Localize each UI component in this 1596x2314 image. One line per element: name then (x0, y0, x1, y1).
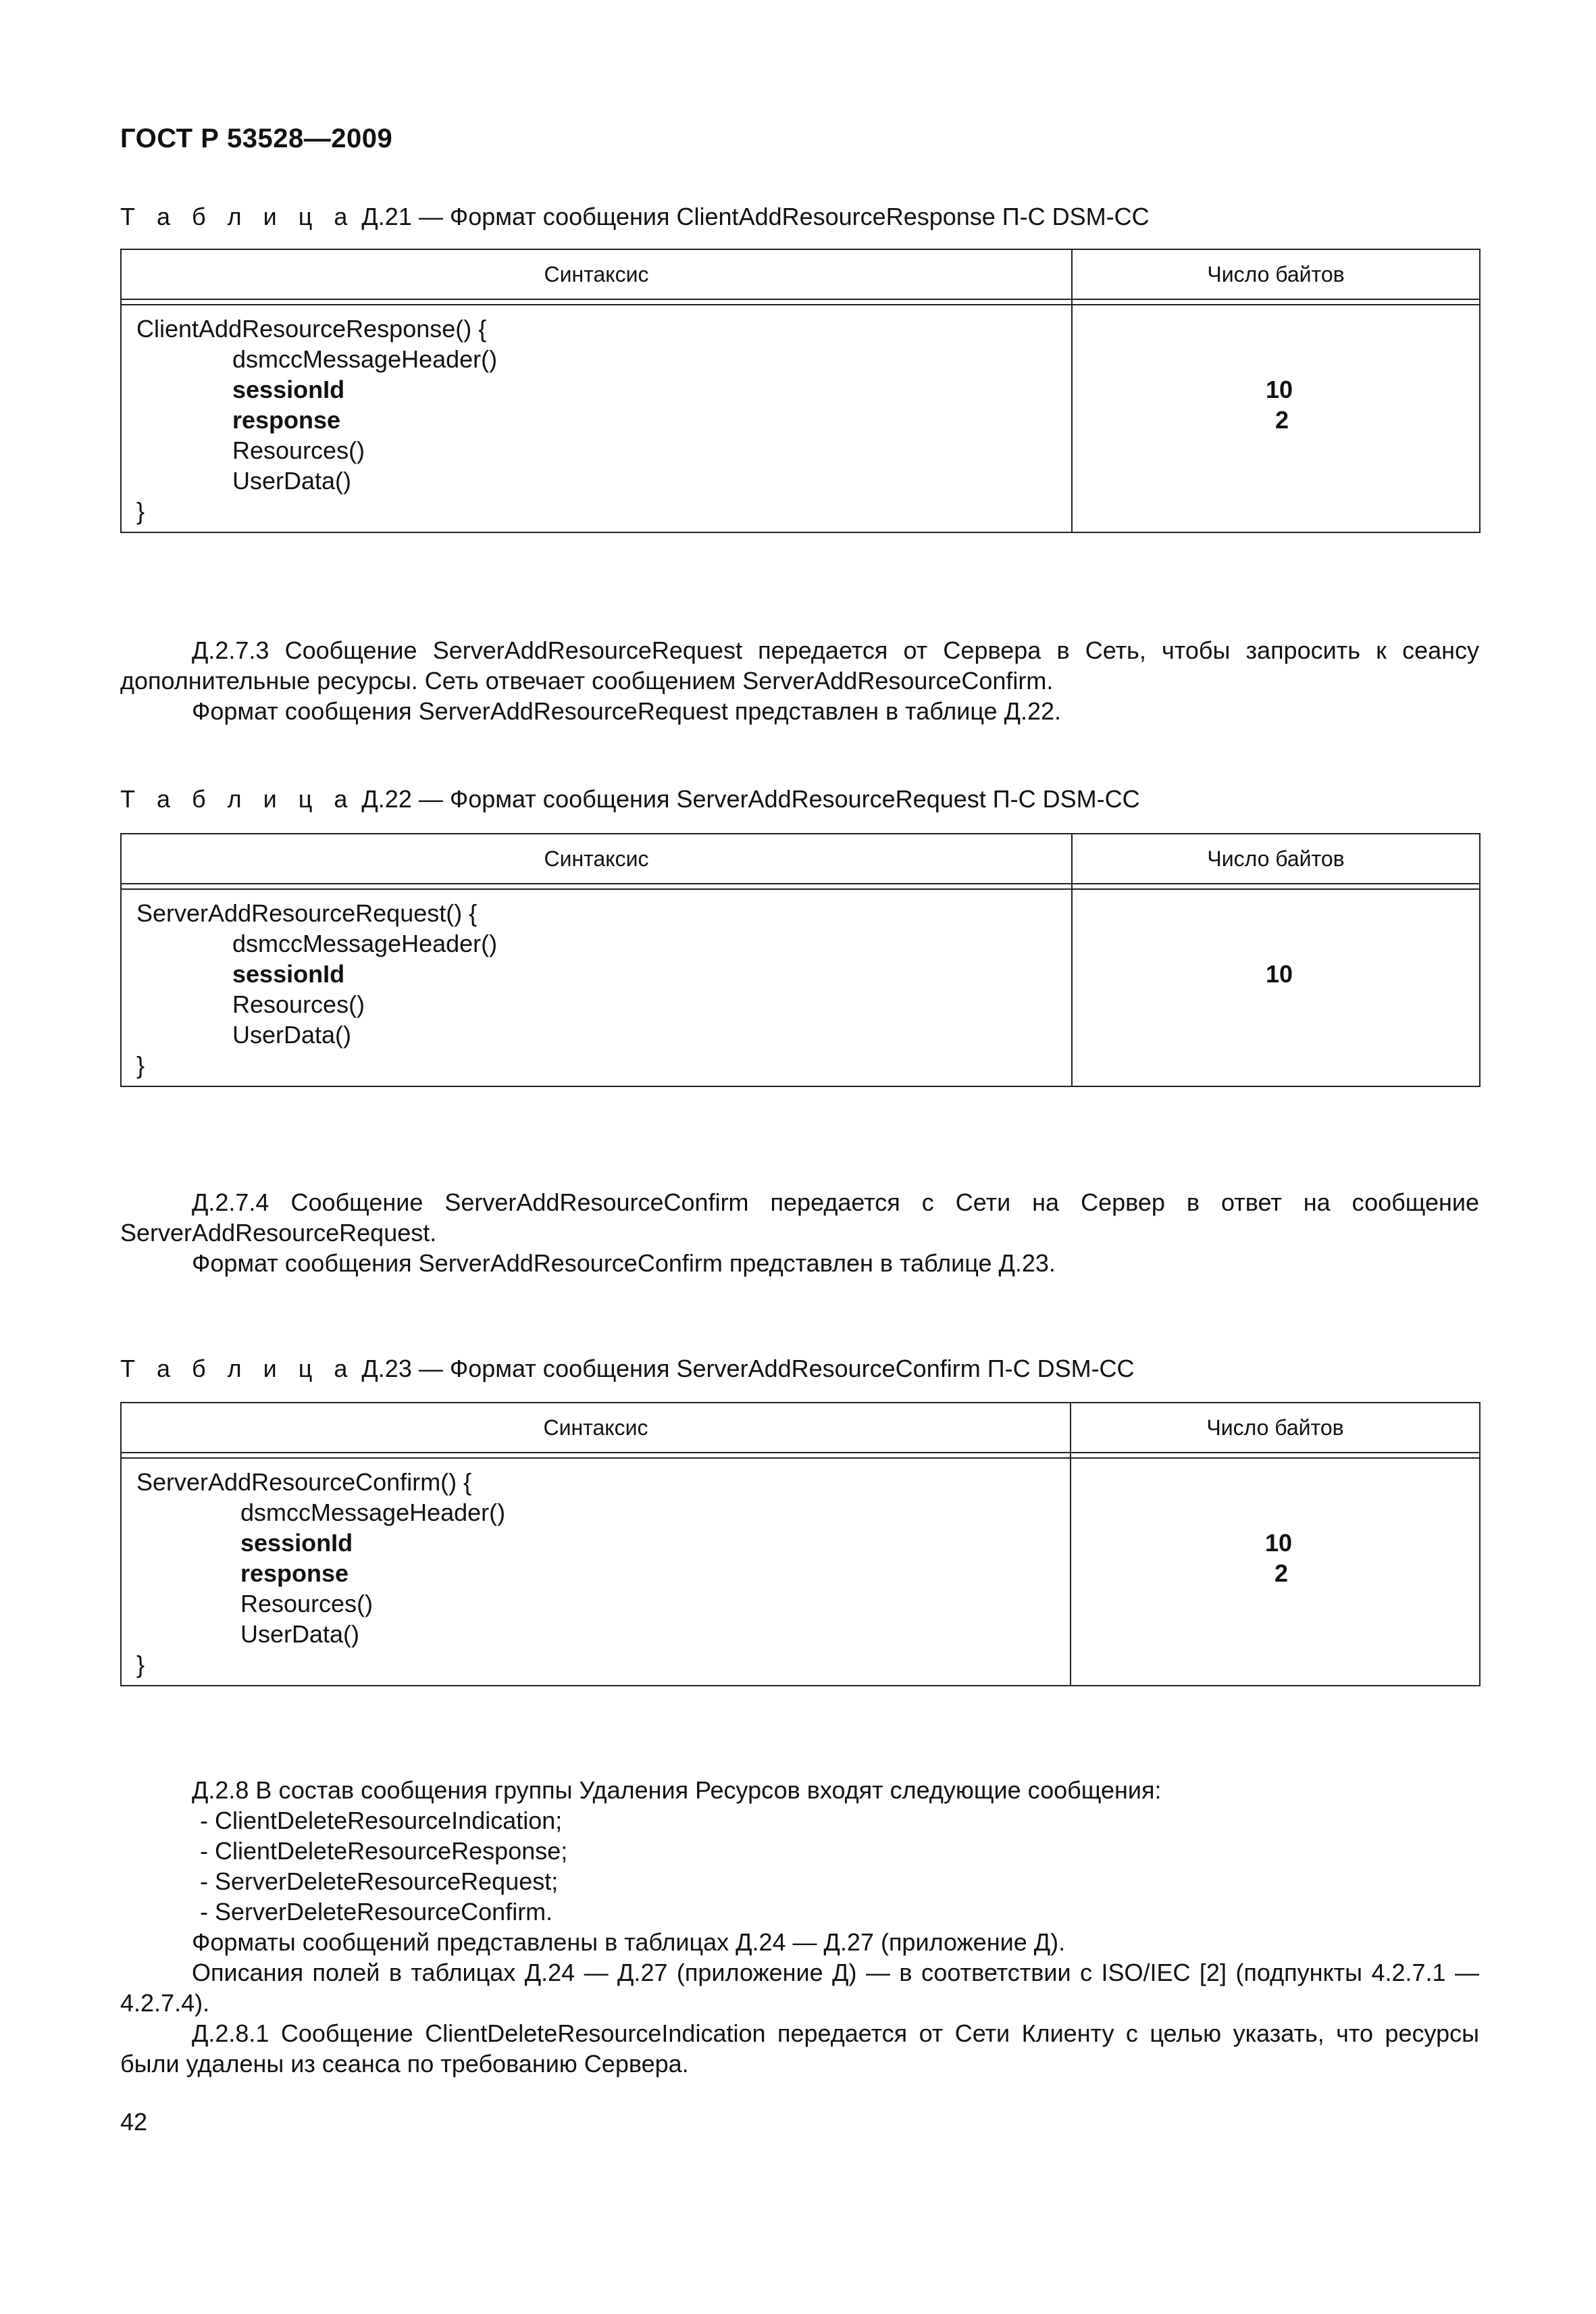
column-header-bytes: Число байтов (1071, 1403, 1480, 1453)
code-line: dsmccMessageHeader() (232, 930, 498, 957)
table-caption-d22 (120, 785, 1140, 813)
page-number: 42 (120, 2108, 148, 2136)
code-line: } (136, 1051, 145, 1079)
paragraph-text: Описания полей в таблицах Д.24 — Д.27 (приложение Д) — в соответствии с ISO/IEC [2] (подпункты 4.2.7.1 — 4.2.7.4). (120, 1959, 1479, 2017)
column-header-bytes: Число байтов (1072, 249, 1480, 299)
table-caption-prefix: Т а б л и ц а (120, 1355, 355, 1382)
code-line: Resources() (232, 436, 365, 464)
column-header-syntax: Синтаксис (121, 249, 1072, 299)
byte-count: 2 (1275, 406, 1289, 434)
paragraph-text: Форматы сообщений представлены в таблицах Д.24 — Д.27 (приложение Д). (192, 1928, 1066, 1956)
column-header-syntax: Синтаксис (121, 1403, 1071, 1453)
paragraph-text: Д.2.7.3 Сообщение ServerAddResourceRequest передается от Сервера в Сеть, чтобы запросить к сеансу дополнительные ресурсы. Сеть отвечает сообщением ServerAddResourceConfirm. (120, 636, 1479, 695)
byte-count: 10 (1265, 376, 1293, 403)
bytes-cell (1072, 305, 1480, 532)
code-field: sessionId (232, 960, 345, 988)
byte-count: 10 (1265, 960, 1293, 988)
paragraph-text: Формат сообщения ServerAddResourceConfirm представлен в таблице Д.23. (192, 1249, 1056, 1277)
code-line: UserData() (232, 467, 352, 495)
table-caption-prefix: Т а б л и ц а (120, 785, 355, 813)
list-item: - ServerDeleteResourceConfirm. (200, 1898, 553, 1926)
code-line: dsmccMessageHeader() (232, 345, 498, 373)
paragraph-text: Д.2.8 В состав сообщения группы Удаления Ресурсов входят следующие сообщения: (192, 1776, 1162, 1804)
code-line: Resources() (232, 990, 365, 1018)
code-line: UserData() (232, 1021, 352, 1049)
code-line: ClientAddResourceResponse() { (136, 315, 487, 343)
code-field: response (232, 406, 341, 434)
table-caption-text: Д.21 — Формат сообщения ClientAddResourceResponse П-С DSM-CC (361, 203, 1150, 230)
code-line: ServerAddResourceConfirm() { (136, 1468, 472, 1496)
code-line: dsmccMessageHeader() (240, 1499, 506, 1526)
paragraph-text: Формат сообщения ServerAddResourceRequest представлен в таблице Д.22. (192, 697, 1061, 725)
paragraph-text: Д.2.7.4 Сообщение ServerAddResourceConfirm передается с Сети на Сервер в ответ на сообщение ServerAddResourceRequest. (120, 1188, 1479, 1247)
code-line: } (136, 1651, 145, 1678)
table-d23 (120, 1402, 1481, 1686)
bytes-cell (1071, 1458, 1480, 1686)
syntax-cell (121, 889, 1072, 1086)
column-header-bytes: Число байтов (1072, 834, 1480, 884)
list-item: - ClientDeleteResourceResponse; (200, 1837, 568, 1865)
bytes-cell (1072, 889, 1480, 1086)
syntax-cell (121, 305, 1072, 532)
code-line: Resources() (240, 1590, 374, 1617)
code-field: response (240, 1559, 349, 1587)
column-header-syntax: Синтаксис (121, 834, 1072, 884)
code-line: ServerAddResourceRequest() { (136, 899, 478, 927)
table-caption-d23 (120, 1355, 1135, 1383)
code-field: sessionId (232, 376, 345, 403)
paragraph-d273 (120, 635, 1479, 726)
table-caption-prefix: Т а б л и ц а (120, 203, 355, 230)
table-caption-text: Д.23 — Формат сообщения ServerAddResourceConfirm П-С DSM-CC (361, 1355, 1135, 1382)
code-line: } (136, 497, 145, 525)
list-item: - ClientDeleteResourceIndication; (200, 1807, 563, 1834)
table-d22 (120, 833, 1481, 1087)
code-line: UserData() (240, 1620, 360, 1648)
syntax-cell (121, 1458, 1071, 1686)
document-header: ГОСТ Р 53528—2009 (120, 124, 393, 153)
paragraph-text: Д.2.8.1 Сообщение ClientDeleteResourceIndication передается от Сети Клиенту с целью указать, что ресурсы были удалены из сеанса по требованию Сервера. (120, 2019, 1479, 2078)
table-caption-text: Д.22 — Формат сообщения ServerAddResourceRequest П-С DSM-CC (361, 785, 1140, 813)
byte-count: 10 (1264, 1529, 1293, 1557)
paragraph-d274 (120, 1187, 1479, 1278)
paragraph-d28 (120, 1775, 1479, 2079)
list-item: - ServerDeleteResourceRequest; (200, 1867, 559, 1895)
code-field: sessionId (240, 1529, 353, 1557)
byte-count: 2 (1274, 1559, 1289, 1587)
table-d21 (120, 249, 1481, 533)
table-caption-d21 (120, 203, 1150, 231)
